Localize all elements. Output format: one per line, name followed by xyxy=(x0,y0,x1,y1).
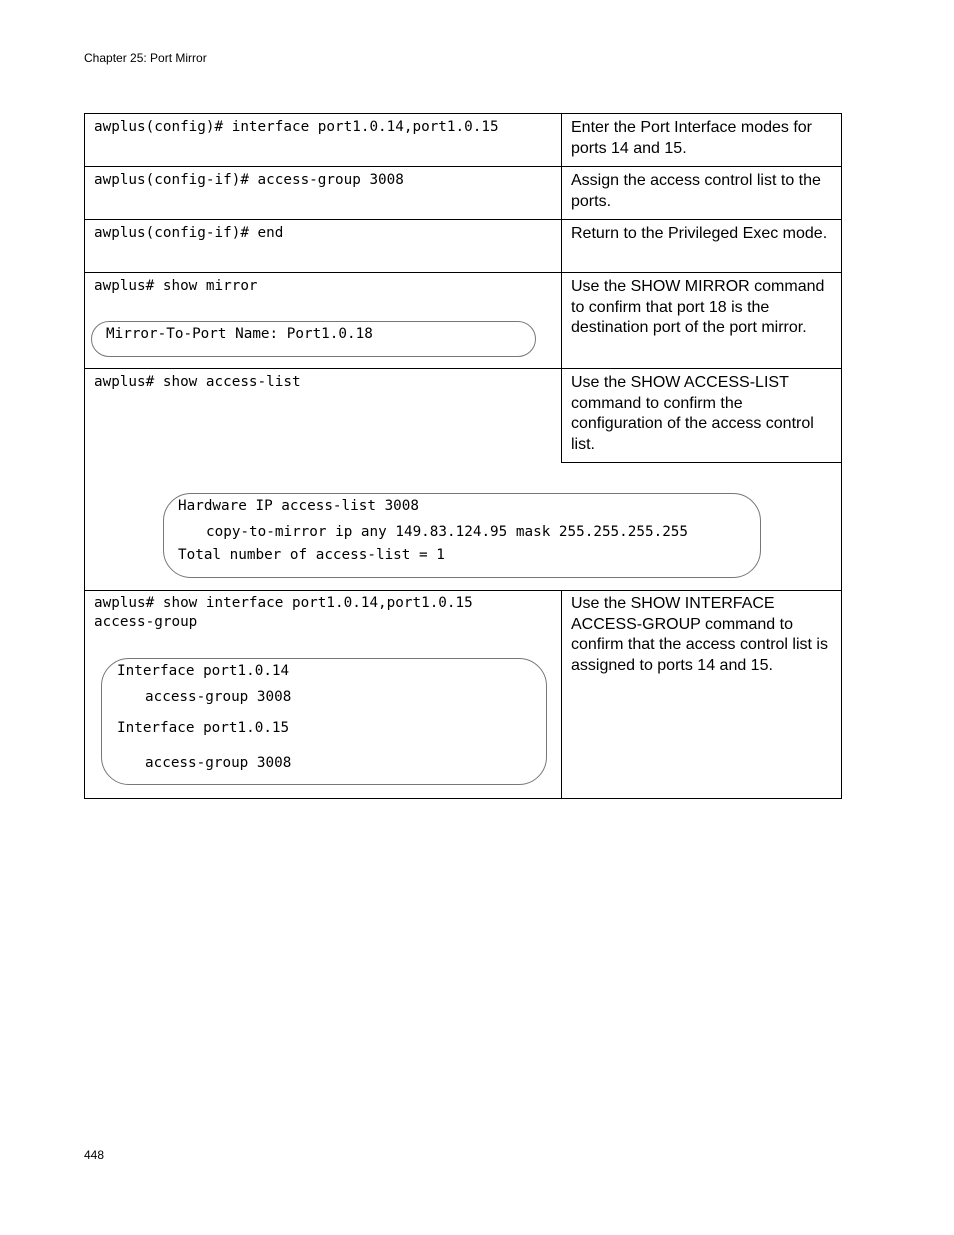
description-text: Use the SHOW ACCESS-LIST command to confirm the configuration of the access control list. xyxy=(571,374,814,453)
output-line: Mirror-To-Port Name: Port1.0.18 xyxy=(106,326,373,342)
command-text: awplus# show access-list xyxy=(94,374,301,390)
command-text: awplus(config-if)# access-group 3008 xyxy=(94,172,404,188)
page-number: 448 xyxy=(84,1148,105,1162)
output-line: Total number of access-list = 1 xyxy=(178,547,445,563)
command-text: awplus(config)# interface port1.0.14,port1.0.15 xyxy=(94,119,499,135)
command-text-cont: access-group xyxy=(94,614,198,630)
description-text: Enter the Port Interface modes for ports 14 and 15. xyxy=(571,119,813,157)
command-text: awplus# show interface port1.0.14,port1.0.15 xyxy=(94,595,473,611)
chapter-header: Chapter 25: Port Mirror xyxy=(84,51,207,65)
output-line: access-group 3008 xyxy=(145,689,292,705)
output-line: copy-to-mirror ip any 149.83.124.95 mask 255.255.255.255 xyxy=(206,524,689,540)
command-text: awplus(config-if)# end xyxy=(94,225,284,241)
output-line: Interface port1.0.14 xyxy=(117,663,290,679)
command-text: awplus# show mirror xyxy=(94,278,258,294)
output-line: access-group 3008 xyxy=(145,755,292,771)
description-text: Use the SHOW MIRROR command to confirm that port 18 is the destination port of the port mirror. xyxy=(571,278,825,336)
description-text: Use the SHOW INTERFACE ACCESS-GROUP command to confirm that the access control list is assigned to ports 14 and 15. xyxy=(571,595,828,674)
description-text: Return to the Privileged Exec mode. xyxy=(571,225,828,242)
output-line: Hardware IP access-list 3008 xyxy=(178,498,420,514)
description-text: Assign the access control list to the ports. xyxy=(571,172,821,210)
output-line: Interface port1.0.15 xyxy=(117,720,290,736)
